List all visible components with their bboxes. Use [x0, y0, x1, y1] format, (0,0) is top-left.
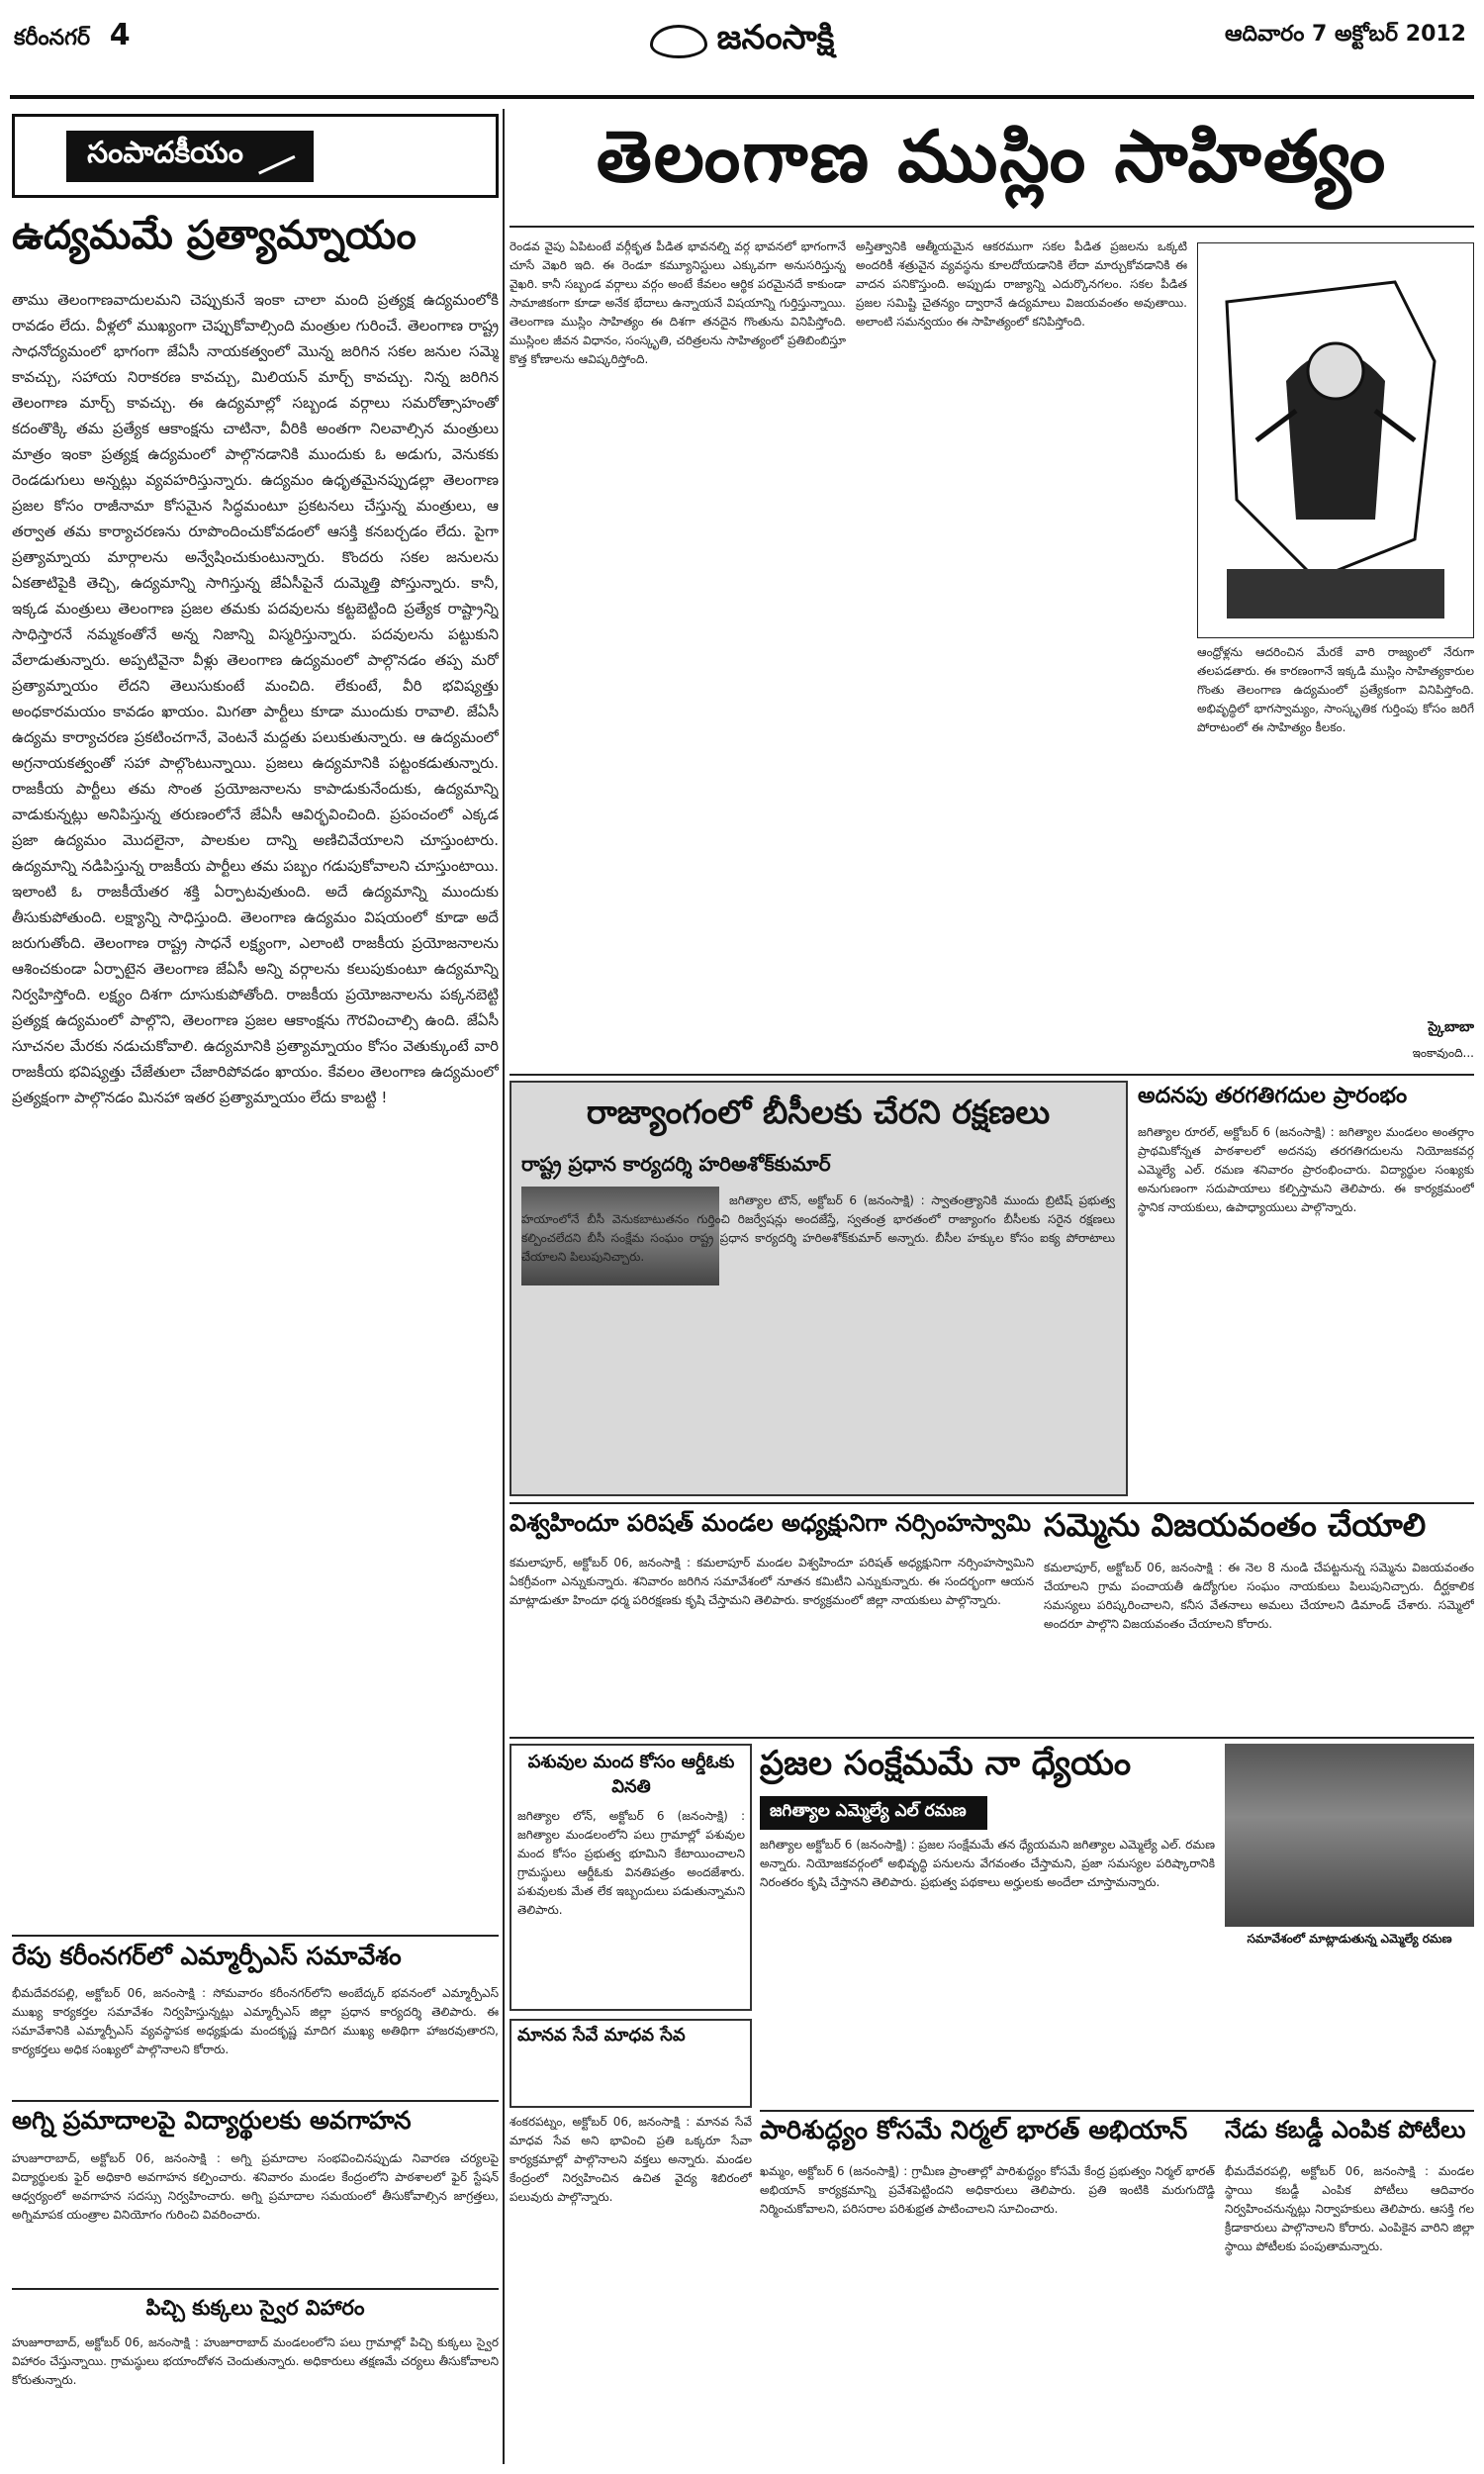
vhp-body: కమలాపూర్, అక్టోబర్ 06, జనంసాక్షి : కమలాపూర్ మండల విశ్వహిందూ పరిషత్ అధ్యక్షునిగా నర్సింహస్వామిని ఏకగ్రీవంగా ఎన్నుకున్నారు. శనివారం జరిగిన సమావేశంలో నూతన కమిటీని ఎన్నుకున్నారు. ఈ సందర్భంగా ఆయన మాట్లాడుతూ హిందూ ధర్మ పరిరక్షణకు కృషి చేస్తామని తెలిపారు. కార్యక్రమంలో జిల్లా నాయకులు పాల్గొన్నారు. [510, 1556, 1034, 1607]
cattle-body: జగిత్యాల లోన్, అక్టోబర్ 6 (జనంసాక్షి) : జగిత్యాల మండలంలోని పలు గ్రామాల్లో పశువుల మంద కోసం ప్రభుత్వ భూమిని కేటాయించాలని గ్రామస్థులు ఆర్డీఓకు వినతిపత్రం అందజేశారు. పశువులకు మేత లేక ఇబ్బందులు పడుతున్నామని తెలిపారు. [517, 1809, 745, 1917]
cattle-headline: పశువుల మంద కోసం ఆర్డీఓకు వినతి [527, 1752, 735, 1797]
manava-body: శంకరపట్నం, అక్టోబర్ 06, జనంసాక్షి : మానవ సేవే మాధవ సేవ అని భావించి ప్రతి ఒక్కరూ సేవా కార్యక్రమాల్లో పాల్గొనాలని వక్తలు అన్నారు. మండల కేంద్రంలో నిర్వహించిన ఉచిత వైద్య శిబిరంలో పలువురు పాల్గొన్నారు. [510, 2115, 752, 2204]
divider [12, 2288, 499, 2290]
editorial-banner [12, 114, 499, 198]
dogs-headline: పిచ్చి కుక్కలు స్వైర విహారం [145, 2296, 365, 2320]
bc-subhead: రాష్ట్ర ప్రధాన కార్యదర్శి హరిఅశోక్‌కుమార్ [521, 1152, 831, 1176]
fire-headline: అగ్ని ప్రమాదాలపై విద్యార్థులకు అవగాహన [12, 2106, 412, 2135]
cartoon-image [1197, 242, 1474, 638]
welfare-headline: ప్రజల సంక్షేమమే నా ధ్యేయం [760, 1744, 1132, 1783]
welfare-photo [1225, 1744, 1474, 1927]
editorial-headline: ఉద్యమమే ప్రత్యామ్నాయం [12, 213, 417, 258]
mrps-headline: రేపు కరీంనగర్‌లో ఎమ్మార్పీఎస్ సమావేశం [12, 1942, 402, 1970]
editorial-label-box [66, 131, 314, 182]
feature-col-1: రెండవ వైపు ఏపిటంటే వర్గీకృత పీడిత భావనల్ని వర్గ భావనలో భాగంగానే చూసే వెఖరి ఇది. ఈ రెండూ కమ్యూనిస్టులు ఎక్కువగా అనుసరిస్తున్న వైఖరి. కానీ సబ్బండ వర్గాలు వర్గం అంటే కేవలం ఆర్థిక పరమైనదే కాకుండా సామాజికంగా కూడా అనేక భేదాలు ఉన్నాయనే విషయాన్ని గుర్తిస్తున్నాయి. తెలంగాణ ముస్లిం సాహిత్యం ఈ దిశగా తనదైన గొంతును వినిపిస్తోంది. ముస్లింల జీవన విధానం, సంస్కృతి, చరిత్రలను సాహిత్యంలో ప్రతిబింబిస్తూ కొత్త కోణాలను ఆవిష్కరిస్తోంది. [510, 239, 846, 366]
column-divider [503, 109, 505, 2464]
vhp-headline: విశ్వహిందూ పరిషత్ మండల అధ్యక్షునిగా నర్సింహస్వామి [510, 1509, 1032, 1537]
classrooms-body: జగిత్యాల రూరల్, అక్టోబర్ 6 (జనంసాక్షి) : జగిత్యాల మండలం అంతర్గాం ప్రాథమికోన్నత పాఠశాలలో అదనపు తరగతిగదులను నియోజకవర్గ ఎమ్మెల్యే ఎల్. రమణ శనివారం ప్రారంభించారు. విద్యార్థుల సంఖ్యకు అనుగుణంగా సదుపాయాలు కల్పిస్తామని తెలిపారు. ఈ కార్యక్రమంలో స్థానిక నాయకులు, ఉపాధ్యాయులు పాల్గొన్నారు. [1138, 1125, 1474, 1214]
feature-col-3: ఆంధ్రోళ్లను ఆదరించిన మేరకే వారి రాజ్యంలో నేరుగా తలపడతారు. ఈ కారణంగానే ఇక్కడి ముస్లిం సాహిత్యకారుల గొంతు తెలంగాణ ఉద్యమంలో ప్రత్యేకంగా వినిపిస్తోంది. అభివృద్ధిలో భాగస్వామ్యం, సాంస్కృతిక గుర్తింపు కోసం జరిగే పోరాటంలో ఈ సాహిత్యం కీలకం. [1197, 645, 1474, 734]
feature-author: స్కైబాబా [1428, 1019, 1474, 1035]
nirmal-body: ఖమ్మం, అక్టోబర్ 6 (జనంసాక్షి) : గ్రామీణ ప్రాంతాల్లో పారిశుద్ధ్యం కోసమే కేంద్ర ప్రభుత్వం నిర్మల్ భారత్ అభియాన్ కార్యక్రమాన్ని ప్రవేశపెట్టిందని అధికారులు తెలిపారు. ప్రతి ఇంటికి మరుగుదొడ్డి నిర్మించుకోవాలని, పరిసరాల పరిశుభ్రత పాటించాలని సూచించారు. [760, 2164, 1215, 2216]
divider [510, 226, 1474, 228]
kabaddi-body: భీమదేవరపల్లి, అక్టోబర్ 06, జనంసాక్షి : మండల స్థాయి కబడ్డీ ఎంపిక పోటీలు ఆదివారం నిర్వహించనున్నట్లు నిర్వాహకులు తెలిపారు. ఆసక్తి గల క్రీడాకారులు పాల్గొనాలని కోరారు. ఎంపికైన వారిని జిల్లా స్థాయి పోటీలకు పంపుతామన్నారు. [1225, 2164, 1474, 2253]
masthead-date: ఆదివారం 7 అక్టోబర్ 2012 [1225, 22, 1466, 47]
bc-headline: రాజ్యాంగంలో బీసీలకు చేరని రక్షణలు [586, 1093, 1051, 1131]
masthead-rule [10, 95, 1474, 99]
editorial-body: తాము తెలంగాణవాదులమని చెప్పుకునే ఇంకా చాలా మంది ప్రత్యక్ష ఉద్యమంలోకి రావడం లేదు. వీళ్లలో ముఖ్యంగా చెప్పుకోవాల్సింది మంత్రుల గురించే. తెలంగాణ రాష్ట్ర సాధనోద్యమంలో భాగంగా జేఏసీ నాయకత్వంలో మొన్న జరిగిన సకల జనుల సమ్మె కావచ్చు, సహాయ నిరాకరణ కావచ్చు, మిలియన్ మార్చ్ కావచ్చు. నిన్న జరిగిన తెలంగాణ మార్చ్ కావచ్చు. ఈ ఉద్యమాల్లో సబ్బండ వర్గాలు సమరోత్సాహంతో కదంతొక్కి తమ ప్రత్యేక ఆకాంక్షను చాటినా, వీరికి అంతగా నిలవాల్సిన మంత్రులు మాత్రం ఇంకా ప్రత్యక్ష ఉద్యమంలో పాల్గొనడానికి ముందుకు ఓ అడుగు, వెనుకకు రెండడుగులు అన్నట్లు వ్యవహరిస్తున్నారు. ఉద్యమం ఉధృతమైనప్పుడల్లా తెలంగాణ ప్రజల కోసం రాజీనామా కోసమైన సిద్ధమంటూ ప్రకటనలు చేస్తున్న మంత్రులు, ఆ తర్వాత తమ కార్యాచరణను రూపొందించుకోవడంలో ఆసక్తి కనబర్చడం లేదు. పైగా ప్రత్యామ్నాయ మార్గాలను అన్వేషించుకుంటున్నారు. కొందరు సకల జనులను ఏకతాటిపైకి తెచ్చి, ఉద్యమాన్ని సాగిస్తున్న జేఏసీపైనే దుమ్మెత్తి పోస్తున్నారు. కానీ, ఇక్కడ మంత్రులు తెలంగాణ ప్రజల తమకు పదవులను కట్టబెట్టింది ప్రత్యేక రాష్ట్రాన్ని సాధిస్తారనే నమ్మకంతోనే అన్న నిజాన్ని విస్మరిస్తున్నారు. పదవులను పట్టుకుని వేలాడుతున్నారు. అప్పటివైనా వీళ్లు తెలంగాణ ఉద్యమంలో పాల్గొనడం తప్ప మరో ప్రత్యామ్నాయం లేదని తెలుసుకుంటే మంచిది. లేకుంటే, వీరి భవిష్యత్తు అంధకారమయం కావడం ఖాయం. మిగతా పార్టీలు కూడా ముందుకు రావాలి. జేఏసీ ఉద్యమ కార్యాచరణ ప్రకటించగానే, వెంటనే మద్దతు పలుకుతున్నారు. ఆ ఉద్యమంలో అగ్రనాయకత్వంతో సహా పాల్గొంటున్నాయి. ప్రజలు ఉద్యమానికి పట్టంకడుతున్నారు. రాజకీయ పార్టీలు తమ సొంత ప్రయోజనాలను కాపాడుకునేందుకు, ఉద్యమాన్ని వాడుకున్నట్లు అనిపిస్తున్న తరుణంలోనే జేఏసీ ఆవిర్భవించింది. ప్రపంచంలో ఎక్కడ ప్రజా ఉద్యమం మొదలైనా, పాలకుల దాన్ని అణిచివేయాలని చూస్తుంటారు. ఉద్యమాన్ని నడిపిస్తున్న రాజకీయ పార్టీలు తమ పబ్బం గడుపుకోవాలని చూస్తుంటాయి. ఇలాంటి ఓ రాజకీయేతర శక్తి ఏర్పాటవుతుంది. అదే ఉద్యమాన్ని ముందుకు తీసుకుపోతుంది. లక్ష్యాన్ని సాధిస్తుంది. తెలంగాణ ఉద్యమం విషయంలో కూడా అదే జరుగుతోంది. తెలంగాణ రాష్ట్ర సాధనే లక్ష్యంగా, ఎలాంటి రాజకీయ ప్రయోజనాలను ఆశించకుండా ఏర్పాటైన తెలంగాణ జేఏసీ అన్ని వర్గాలను కలుపుకుంటూ ఉద్యమాన్ని నిర్వహిస్తోంది. లక్ష్యం దిశగా దూసుకుపోతోంది. రాజకీయ ప్రయోజనాలను పక్కనబెట్టి ప్రత్యక్ష ఉద్యమంలో పాల్గొని, తెలంగాణ ప్రజల ఆకాంక్షను గౌరవించాల్సి ఉంది. జేఏసీ సూచనల మేరకు నడుచుకోవాలి. ఉద్యమానికి ప్రత్యామ్నాయం కోసం వెతుక్కుంటే వారి రాజకీయ భవిష్యత్తు చేజేతులా చేజారిపోవడం ఖాయం. కేవలం తెలంగాణ ఉద్యమంలో ప్రత్యక్షంగా పాల్గొనడం మినహా ఇతర ప్రత్యామ్నాయం లేదు కాబట్టి ! [12, 291, 499, 1106]
nirmal-headline: పారిశుద్ధ్యం కోసమే నిర్మల్ భారత్ అభియాన్ [760, 2116, 1188, 2145]
feature-col-2: అస్తిత్వానికి ఆత్మీయమైన ఆకరముగా సకల పీడిత ప్రజలను ఒక్కటి అందరికీ శత్రువైన వ్యవస్థను కూలదోయడానికి లేదా మార్చుకోవడానికి ఈ వాదన పనికొస్తుంది. అప్పుడు రాజ్యాన్ని ఎదుర్కొనగలం. సకల పీడిత ప్రజల సమిష్టి చైతన్యం ద్వారానే ఉద్యమాలు విజయవంతం అవుతాయి. అలాంటి సమన్వయం ఈ సాహిత్యంలో కనిపిస్తోంది. [856, 239, 1187, 329]
page-number: 4 [109, 18, 131, 52]
divider [510, 1502, 1474, 1504]
strike-body: కమలాపూర్, అక్టోబర్ 06, జనంసాక్షి : ఈ నెల 8 నుండి చేపట్టనున్న సమ్మెను విజయవంతం చేయాలని గ్రామ పంచాయతీ ఉద్యోగుల సంఘం నాయకులు పిలుపునిచ్చారు. దీర్ఘకాలిక సమస్యలు పరిష్కరించాలని, కనీస వేతనాలు అమలు చేయాలని డిమాండ్ చేశారు. సమ్మెలో అందరూ పాల్గొని విజయవంతం చేయాలని కోరారు. [1044, 1561, 1474, 1631]
bc-body: జగిత్యాల టౌన్, అక్టోబర్ 6 (జనంసాక్షి) : స్వాతంత్ర్యానికి ముందు బ్రిటిష్ ప్రభుత్వ హయాంలోనే బీసీ వెనుకబాటుతనం గుర్తించి రిజర్వేషన్లు అందజేస్తే, స్వతంత్ర భారతంలో రాజ్యాంగం బీసీలకు సరైన రక్షణలు కల్పించలేదని బీసీ సంక్షేమ సంఘం రాష్ట్ర ప్రధాన కార్యదర్శి హరిఅశోక్‌కుమార్ అన్నారు. బీసీల హక్కుల కోసం ఐక్య పోరాటాలు చేయాలని పిలుపునిచ్చారు. [521, 1193, 1115, 1264]
strike-headline: సమ్మెను విజయవంతం చేయాలి [1044, 1506, 1427, 1544]
divider [12, 1935, 499, 1937]
paper-name: జనంసాక్షి [716, 18, 835, 57]
pen-icon [250, 139, 295, 174]
welfare-body-cont [1225, 1954, 1474, 2103]
divider [510, 1737, 1474, 1739]
masthead-location [14, 18, 131, 55]
welfare-body: జగిత్యాల అక్టోబర్ 6 (జనంసాక్షి) : ప్రజల సంక్షేమమే తన ధ్యేయమని జగిత్యాల ఎమ్మెల్యే ఎల్. రమణ అన్నారు. నియోజకవర్గంలో అభివృద్ధి పనులను వేగవంతం చేస్తామని, ప్రజా సమస్యల పరిష్కారానికి నిరంతరం కృషి చేస్తానని తెలిపారు. ప్రభుత్వ పథకాలు అర్హులకు అందేలా చూస్తామన్నారు. [760, 1838, 1215, 1889]
classrooms-headline: అదనపు తరగతిగదుల ప్రారంభం [1138, 1084, 1408, 1108]
manava-box [510, 2019, 752, 2108]
location-label: కరీంనగర్ [14, 26, 91, 50]
divider [510, 1074, 1474, 1076]
divider [12, 2100, 499, 2102]
welfare-photo-caption: సమావేశంలో మాట్లాడుతున్న ఎమ్మెల్యే రమణ [1247, 1932, 1452, 1946]
dogs-body: హుజూరాబాద్, అక్టోబర్ 06, జనంసాక్షి : హుజూరాబాద్ మండలంలోని పలు గ్రామాల్లో పిచ్చి కుక్కలు స్వైర విహారం చేస్తున్నాయి. గ్రామస్థులు భయాందోళన చెందుతున్నారు. అధికారులు తక్షణమే చర్యలు తీసుకోవాలని కోరుతున్నారు. [12, 2335, 499, 2387]
paper-logo [594, 14, 890, 69]
kabaddi-headline: నేడు కబడ్డీ ఎంపిక పోటీలు [1225, 2116, 1466, 2143]
divider [760, 2110, 1474, 2112]
feature-title: తెలంగాణ ముస్లిం సాహిత్యం [596, 113, 1388, 198]
mrps-body: భీమదేవరపల్లి, అక్టోబర్ 06, జనంసాక్షి : సోమవారం కరీంనగర్‌లోని అంబేద్కర్ భవనంలో ఎమ్మార్పీఎస్ ముఖ్య కార్యకర్తల సమావేశం నిర్వహిస్తున్నట్లు ఎమ్మార్పీఎస్ జిల్లా ప్రధాన కార్యదర్శి తెలిపారు. ఈ సమావేశానికి ఎమ్మార్పీఎస్ వ్యవస్థాపక అధ్యక్షుడు మందకృష్ణ మాదిగ ముఖ్య అతిథిగా హాజరవుతారని, కార్యకర్తలు అధిక సంఖ్యలో పాల్గొనాలని కోరారు. [12, 1986, 499, 2056]
bc-article-box [510, 1081, 1128, 1496]
cattle-article-box [510, 1744, 752, 2011]
manava-headline: మానవ సేవే మాధవ సేవ [517, 2025, 686, 2046]
editorial-label: సంపాదకీయం [87, 136, 243, 170]
welfare-banner: జగిత్యాల ఎమ్మెల్యే ఎల్ రమణ [760, 1796, 987, 1830]
fire-body: హుజూరాబాద్, అక్టోబర్ 06, జనంసాక్షి : అగ్ని ప్రమాదాల సంభవించినప్పుడు నివారణ చర్యలపై విద్యార్థులకు ఫైర్ అధికారి అవగాహన కల్పించారు. శనివారం మండల కేంద్రంలోని పాఠశాలలో ఫైర్ స్టేషన్ ఆధ్వర్యంలో అవగాహన సదస్సు నిర్వహించారు. అగ్ని ప్రమాదాల సమయంలో తీసుకోవాల్సిన జాగ్రత్తలు, అగ్నిమాపక యంత్రాల వినియోగం గురించి వివరించారు. [12, 2151, 499, 2222]
logo-mark-icon [650, 25, 707, 58]
feature-continued: ఇంకావుంది... [1412, 1046, 1474, 1060]
